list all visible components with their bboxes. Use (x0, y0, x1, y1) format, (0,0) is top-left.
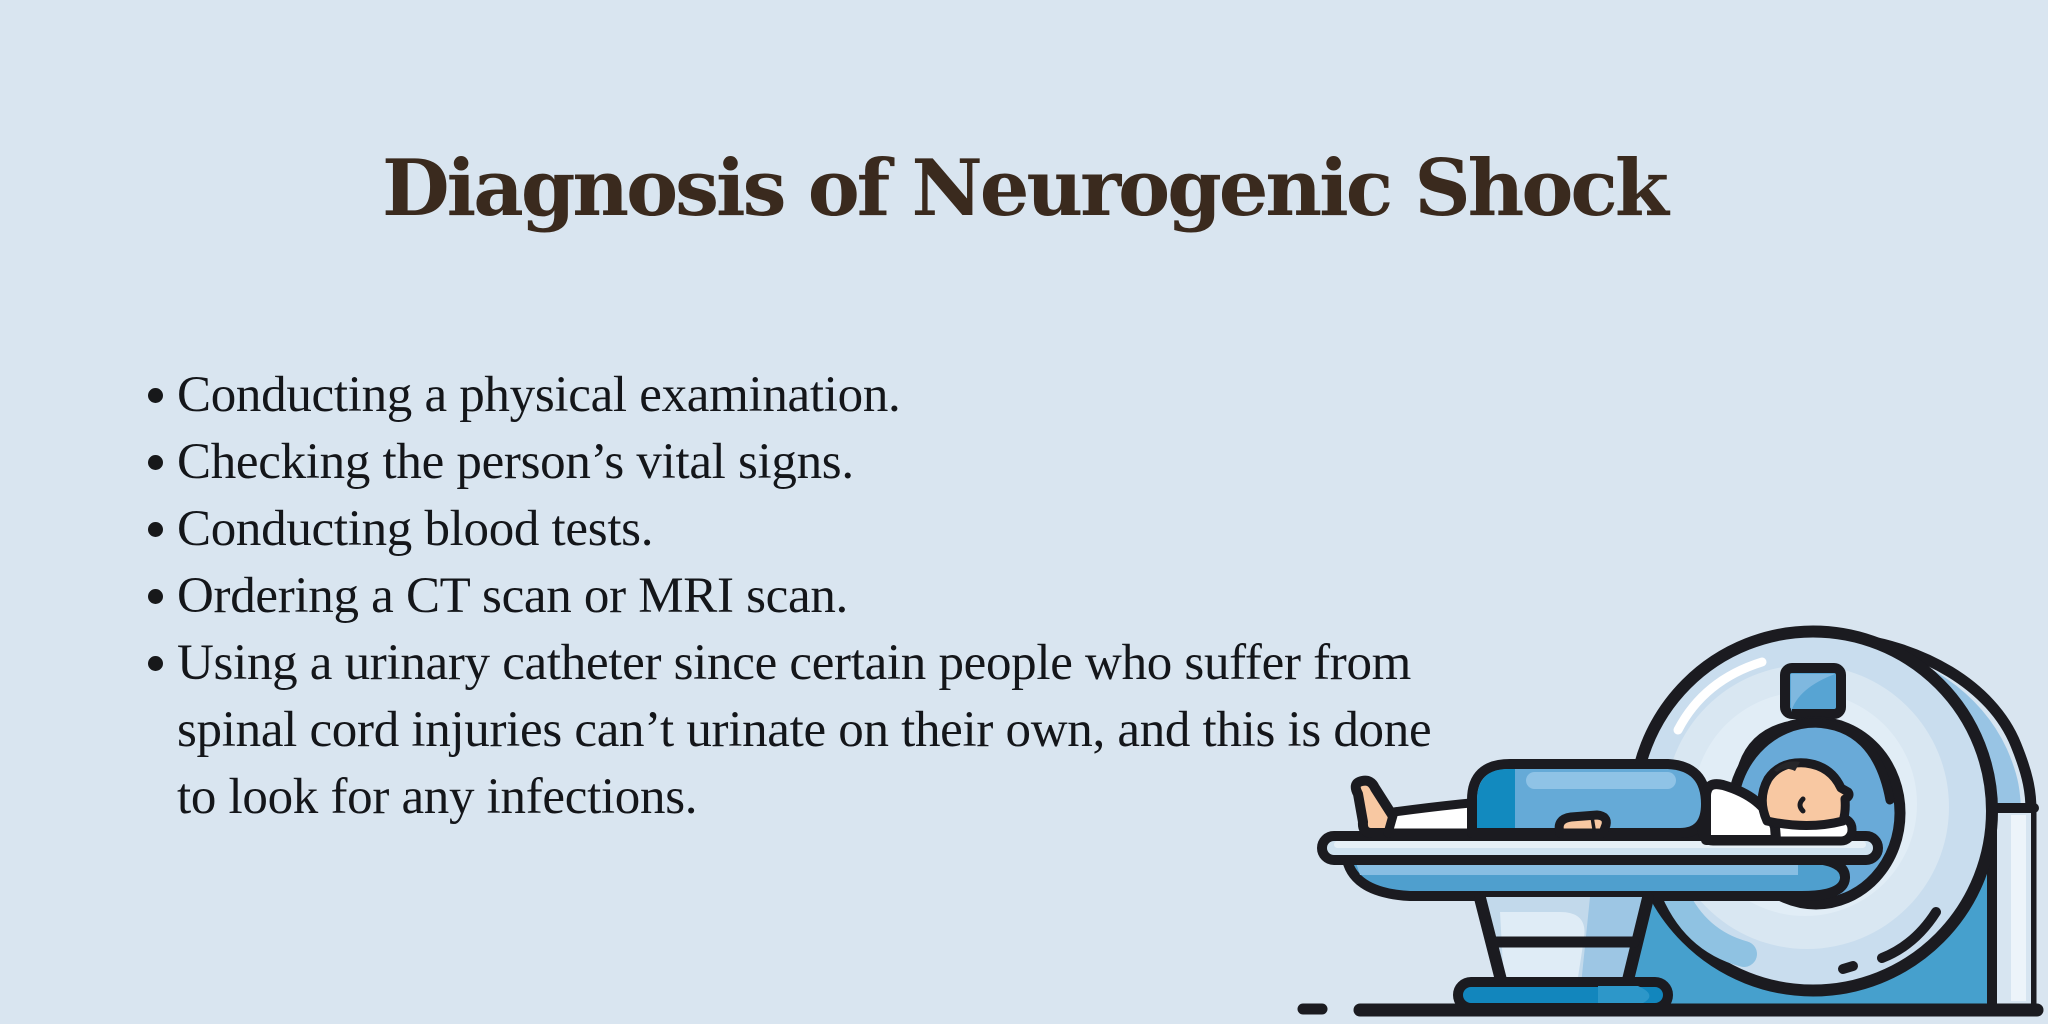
page-title: Diagnosis of Neurogenic Shock (382, 143, 1666, 234)
list-item-text: Conducting blood tests. (177, 501, 654, 557)
ground-line (1303, 1009, 2037, 1010)
list-item-text-continuation: spinal cord injuries can’t urinate on their own, and this is done (177, 702, 1432, 758)
detail-dot (1843, 966, 1853, 969)
list-item-text: Using a urinary catheter since certain people who suffer from (177, 635, 1412, 691)
list-item-text: Checking the person’s vital signs. (177, 434, 854, 490)
patient (1356, 761, 1852, 841)
list-item-text: Ordering a CT scan or MRI scan. (177, 568, 849, 624)
list-item-text-continuation: to look for any infections. (177, 769, 698, 825)
patient-hand (1559, 815, 1606, 833)
patient-ear (1800, 799, 1803, 811)
list-item-text: Conducting a physical examination. (177, 367, 901, 423)
